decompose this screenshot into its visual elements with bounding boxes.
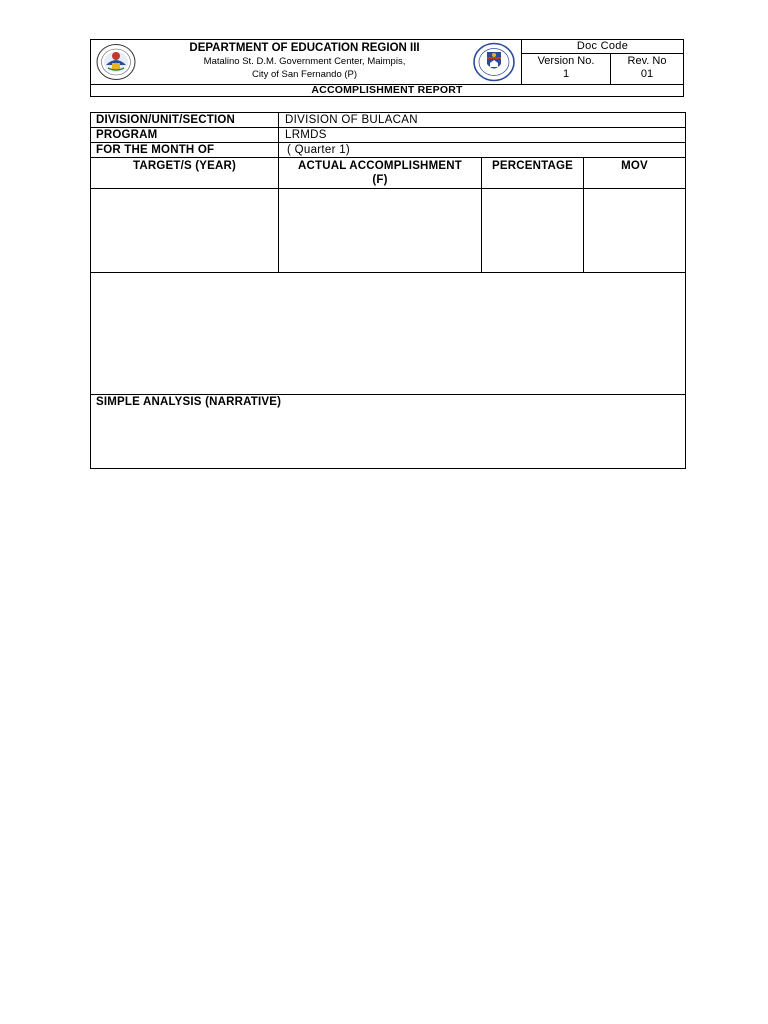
- org-name: DEPARTMENT OF EDUCATION REGION III: [189, 42, 420, 54]
- percentage-column-header: PERCENTAGE: [491, 160, 574, 172]
- percentage-entry-cell[interactable]: [482, 189, 583, 272]
- deped-seal-icon: [472, 42, 516, 82]
- actual-accomplishment-column-header: [279, 159, 481, 187]
- revision-value: 01: [640, 68, 654, 80]
- row-divider: [91, 157, 685, 158]
- actual-header-line-2: (F): [372, 174, 388, 186]
- division-value[interactable]: DIVISION OF BULACAN: [285, 114, 418, 126]
- mov-entry-cell[interactable]: [584, 189, 685, 272]
- program-value[interactable]: LRMDS: [285, 129, 327, 141]
- doc-code-label: Doc Code: [522, 40, 683, 54]
- program-label: PROGRAM: [96, 129, 158, 141]
- blank-section[interactable]: [91, 273, 685, 394]
- document-header: [90, 39, 684, 97]
- month-value[interactable]: ( Quarter 1): [287, 144, 351, 156]
- targets-entry-cell[interactable]: [91, 189, 278, 272]
- version-value: 1: [562, 68, 570, 80]
- address-line-2: City of San Fernando (P): [251, 69, 358, 80]
- targets-column-header: TARGET/S (YEAR): [132, 160, 237, 172]
- revision-label: Rev. No: [627, 55, 667, 67]
- actual-header-line-1: ACTUAL ACCOMPLISHMENT: [298, 160, 462, 172]
- actual-entry-cell[interactable]: [279, 189, 481, 272]
- report-title: ACCOMPLISHMENT REPORT: [91, 84, 683, 96]
- row-divider: [91, 127, 685, 128]
- month-label: FOR THE MONTH OF: [96, 144, 215, 156]
- region-seal-icon: [95, 43, 137, 81]
- address-line-1: Matalino St. D.M. Government Center, Maimpis,: [203, 56, 406, 67]
- org-address: [141, 55, 468, 81]
- division-label: DIVISION/UNIT/SECTION: [96, 114, 236, 126]
- doc-control-cell: [522, 40, 683, 84]
- version-cell: [522, 54, 611, 84]
- revision-cell: [611, 54, 683, 85]
- accomplishment-table: [90, 112, 686, 469]
- analysis-label: SIMPLE ANALYSIS (NARRATIVE): [96, 396, 282, 408]
- analysis-entry-area[interactable]: [91, 411, 685, 468]
- mov-column-header: MOV: [621, 160, 648, 172]
- org-info-cell: [91, 40, 522, 84]
- version-label: Version No.: [537, 55, 595, 67]
